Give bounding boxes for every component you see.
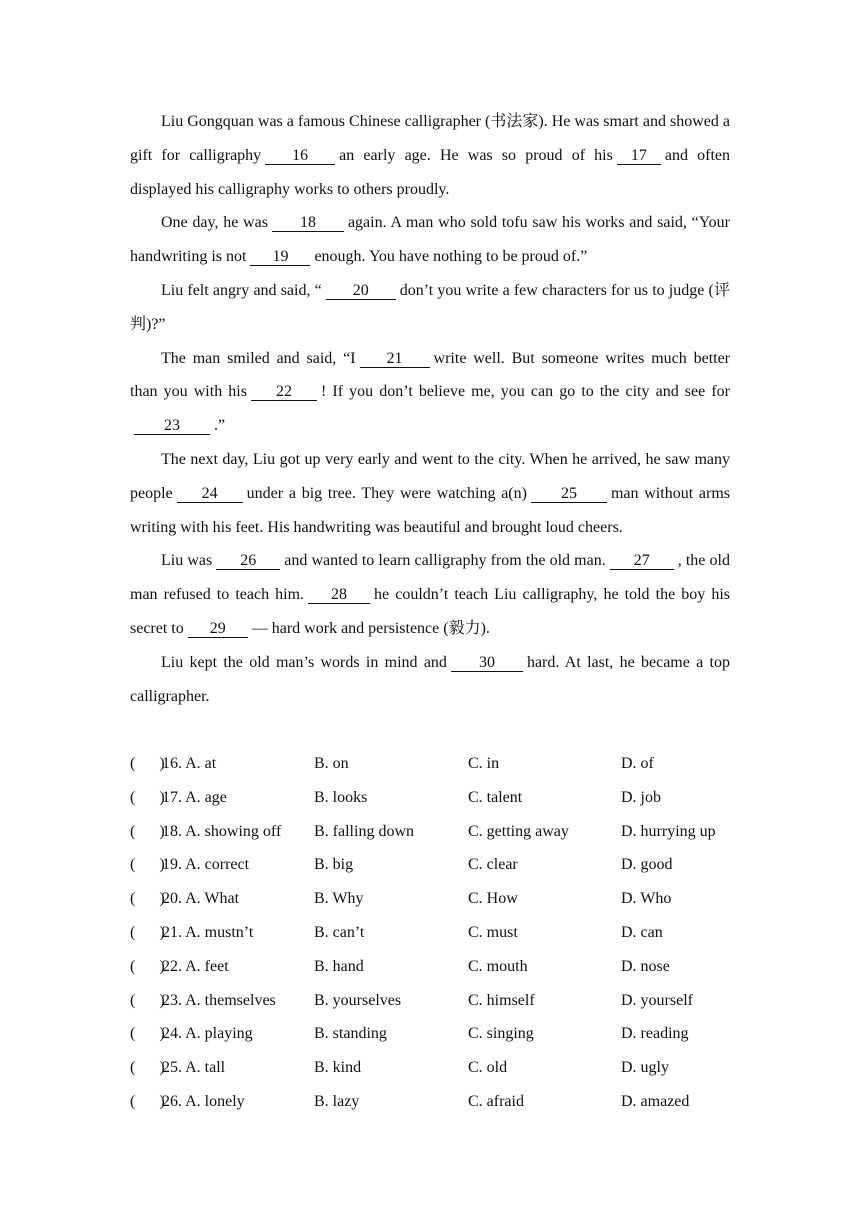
option-a: 22. A. feet — [162, 957, 229, 975]
option-d: D. reading — [621, 1025, 689, 1043]
blank-16[interactable]: 16 — [265, 147, 335, 165]
blank-19[interactable]: 19 — [250, 248, 310, 266]
cloze-passage — [130, 105, 730, 713]
answer-paren[interactable]: ( ) — [130, 923, 165, 941]
option-c: C. getting away — [468, 822, 569, 840]
passage-text: don’t you write a few characters for us to judge (评判)?” — [130, 281, 730, 333]
option-d: D. amazed — [621, 1092, 690, 1110]
option-a: 16. A. at — [162, 755, 217, 772]
option-c: C. old — [468, 1059, 508, 1077]
passage-paragraph — [130, 342, 730, 443]
option-b: B. Why — [314, 890, 364, 908]
option-d: D. Who — [621, 890, 672, 908]
passage-text: an early age. He was so proud of his — [339, 146, 613, 164]
passage-text: Liu felt angry and said, “ — [161, 281, 322, 299]
passage-text: under a big tree. They were watching a(n) — [246, 484, 527, 502]
option-d: D. job — [621, 788, 661, 806]
passage-paragraph — [130, 274, 730, 342]
option-a: 18. A. showing off — [162, 822, 282, 840]
passage-text: One day, he was — [161, 214, 268, 232]
option-b: B. looks — [314, 788, 368, 806]
blank-28[interactable]: 28 — [308, 586, 370, 604]
blank-20[interactable]: 20 — [326, 282, 396, 300]
passage-text: and often displayed his calligraphy works to others proudly. — [130, 146, 730, 198]
question-row — [130, 781, 750, 815]
question-row — [130, 815, 750, 849]
answer-paren[interactable]: ( ) — [130, 957, 165, 975]
blank-29[interactable]: 29 — [188, 620, 248, 638]
passage-text: enough. You have nothing to be proud of.” — [314, 248, 588, 266]
passage-text: he couldn’t teach Liu calligraphy, he told the boy his secret to — [130, 586, 731, 637]
option-d: D. nose — [621, 957, 670, 975]
question-row — [130, 916, 750, 950]
option-b: B. hand — [314, 957, 364, 975]
option-c: C. must — [468, 923, 518, 941]
option-d: D. of — [621, 755, 654, 772]
passage-text: Liu kept the old man’s words in mind and — [161, 653, 447, 671]
passage-text: and wanted to learn calligraphy from the old man. — [284, 552, 606, 570]
passage-text: ! If you don’t believe me, you can go to the city and see for — [320, 383, 730, 401]
option-a: 25. A. tall — [162, 1059, 226, 1077]
option-d: D. ugly — [621, 1059, 669, 1077]
question-row — [130, 882, 750, 916]
question-list — [130, 747, 750, 1119]
option-c: C. afraid — [468, 1092, 524, 1110]
option-d: D. good — [621, 856, 673, 874]
answer-paren[interactable]: ( ) — [130, 890, 165, 908]
option-b: B. lazy — [314, 1092, 360, 1110]
passage-paragraph — [130, 206, 730, 274]
blank-21[interactable]: 21 — [360, 350, 430, 368]
passage-text: Liu Gongquan was a famous Chinese calligrapher (书法家). He was smart and showed a gift for calligraphy — [130, 113, 730, 164]
answer-paren[interactable]: ( ) — [130, 822, 165, 840]
option-a: 24. A. playing — [162, 1025, 253, 1043]
passage-text: The next day, Liu got up very early and went to the city. When he arrived, he saw many people — [130, 450, 730, 502]
option-c: C. in — [468, 755, 500, 772]
passage-text: hard. At last, he became a top calligrapher. — [130, 653, 731, 705]
passage-text: .” — [214, 417, 226, 435]
passage-paragraph — [130, 646, 730, 714]
passage-paragraph — [130, 105, 730, 206]
blank-17[interactable]: 17 — [617, 147, 661, 165]
option-b: B. can’t — [314, 923, 365, 941]
option-c: C. singing — [468, 1025, 534, 1043]
answer-paren[interactable]: ( ) — [130, 788, 165, 806]
question-row — [130, 848, 750, 882]
option-a: 21. A. mustn’t — [162, 923, 254, 941]
option-d: D. yourself — [621, 991, 693, 1009]
option-b: B. big — [314, 856, 354, 874]
passage-paragraph — [130, 544, 730, 645]
passage-text: , the old man refused to teach him. — [130, 552, 730, 604]
option-a: 17. A. age — [162, 788, 227, 806]
answer-paren[interactable]: ( ) — [130, 856, 165, 874]
option-d: D. can — [621, 923, 663, 941]
option-b: B. falling down — [314, 822, 414, 840]
answer-paren[interactable]: ( ) — [130, 1059, 165, 1077]
passage-text: — hard work and persistence (毅力). — [251, 619, 490, 637]
passage-paragraph — [130, 443, 730, 544]
question-row — [130, 747, 750, 781]
option-b: B. kind — [314, 1059, 362, 1077]
blank-23[interactable]: 23 — [134, 417, 210, 435]
answer-paren[interactable]: ( ) — [130, 1025, 165, 1043]
option-a: 23. A. themselves — [162, 991, 276, 1009]
question-row — [130, 950, 750, 984]
option-d: D. hurrying up — [621, 822, 716, 840]
question-row — [130, 1017, 750, 1051]
option-c: C. How — [468, 890, 518, 908]
option-a: 19. A. correct — [162, 856, 250, 874]
question-row — [130, 1085, 750, 1119]
option-c: C. himself — [468, 991, 535, 1009]
passage-text: Liu was — [161, 552, 213, 570]
question-row — [130, 984, 750, 1018]
option-b: B. on — [314, 755, 349, 772]
blank-18[interactable]: 18 — [272, 214, 344, 232]
option-b: B. yourselves — [314, 991, 402, 1009]
option-a: 20. A. What — [162, 890, 240, 908]
blank-24[interactable]: 24 — [177, 485, 243, 503]
question-row — [130, 1051, 750, 1085]
option-c: C. talent — [468, 788, 523, 806]
answer-paren[interactable]: ( ) — [130, 1092, 165, 1110]
passage-text: man without arms writing with his feet. His handwriting was beautiful and brought loud cheers. — [130, 484, 730, 536]
passage-text: again. A man who sold tofu saw his works and said, “Your handwriting is not — [130, 214, 731, 266]
blank-22[interactable]: 22 — [251, 383, 317, 401]
option-b: B. standing — [314, 1025, 387, 1043]
passage-text: write well. But someone writes much better than you with his — [130, 349, 731, 401]
passage-text: The man smiled and said, “I — [161, 349, 356, 367]
blank-26[interactable]: 26 — [216, 552, 280, 570]
answer-paren[interactable]: ( ) — [130, 755, 165, 772]
option-a: 26. A. lonely — [162, 1092, 245, 1110]
blank-27[interactable]: 27 — [610, 552, 674, 570]
blank-30[interactable]: 30 — [451, 654, 523, 672]
blank-25[interactable]: 25 — [531, 485, 607, 503]
option-c: C. mouth — [468, 957, 528, 975]
answer-paren[interactable]: ( ) — [130, 991, 165, 1009]
option-c: C. clear — [468, 856, 518, 874]
